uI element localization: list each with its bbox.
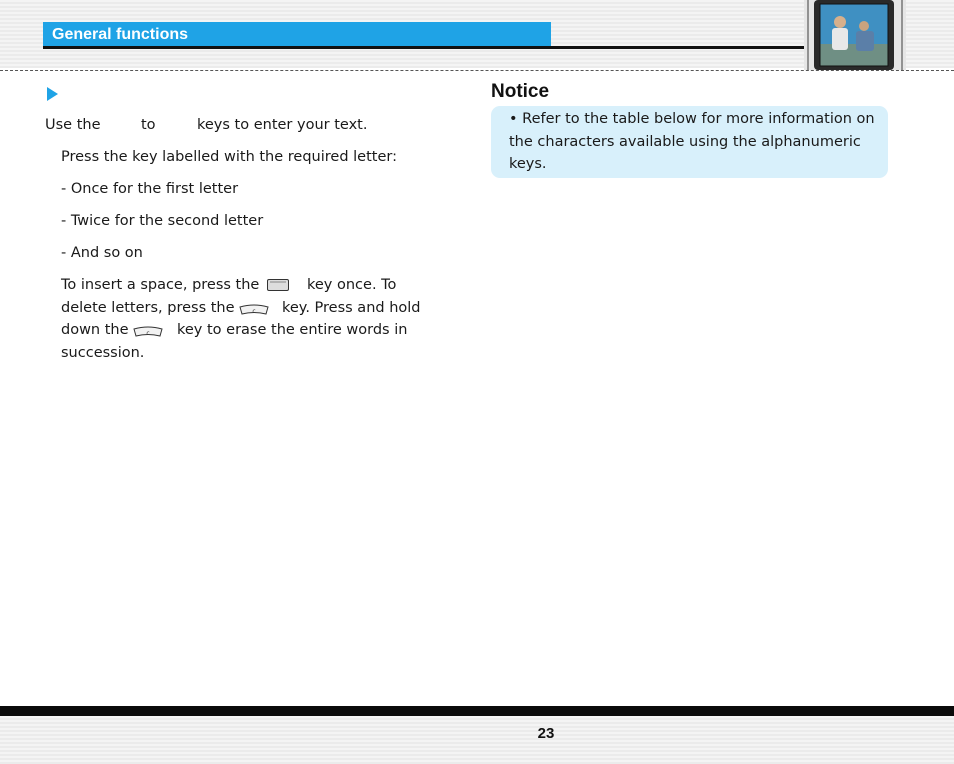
- section-title: General functions: [52, 26, 189, 43]
- para-a1: To insert a space, press the: [61, 277, 260, 293]
- notice-box: [491, 106, 888, 178]
- footer-band: [0, 716, 954, 764]
- notice-text: • Refer to the table below for more information on the characters available using the alphanumeric keys.: [509, 111, 875, 172]
- space-key-icon: [267, 279, 289, 291]
- svg-text:c: c: [146, 330, 150, 337]
- para-c2: key to erase the entire words in: [177, 322, 408, 338]
- para-b1: delete letters, press the: [61, 299, 235, 316]
- para-c1: down the: [61, 322, 129, 338]
- instruction-line-2: Press the key labelled with the required letter:: [61, 149, 397, 165]
- svg-text:c: c: [252, 308, 256, 315]
- para-b2: key. Press and hold: [282, 299, 421, 316]
- footer-bar: [0, 706, 954, 716]
- para-a2: key once. To: [307, 277, 397, 293]
- dashed-divider: [0, 70, 954, 71]
- notice-title: Notice: [491, 81, 550, 102]
- page-number: 23: [537, 725, 555, 742]
- instruction-line-5: - And so on: [61, 245, 143, 261]
- line1-part2: to: [141, 117, 156, 133]
- line1-part3: keys to enter your text.: [197, 117, 368, 133]
- phone-illustration: [804, 0, 906, 70]
- bullet-arrow-icon: [47, 87, 58, 101]
- para-d1: succession.: [61, 344, 145, 361]
- header-rule: [43, 46, 806, 49]
- clear-key-icon-2: [133, 326, 163, 338]
- instruction-line-4: - Twice for the second letter: [61, 213, 264, 229]
- instruction-line-3: - Once for the first letter: [61, 181, 239, 197]
- line1-part1: Use the: [45, 117, 101, 133]
- clear-key-icon: [239, 304, 269, 316]
